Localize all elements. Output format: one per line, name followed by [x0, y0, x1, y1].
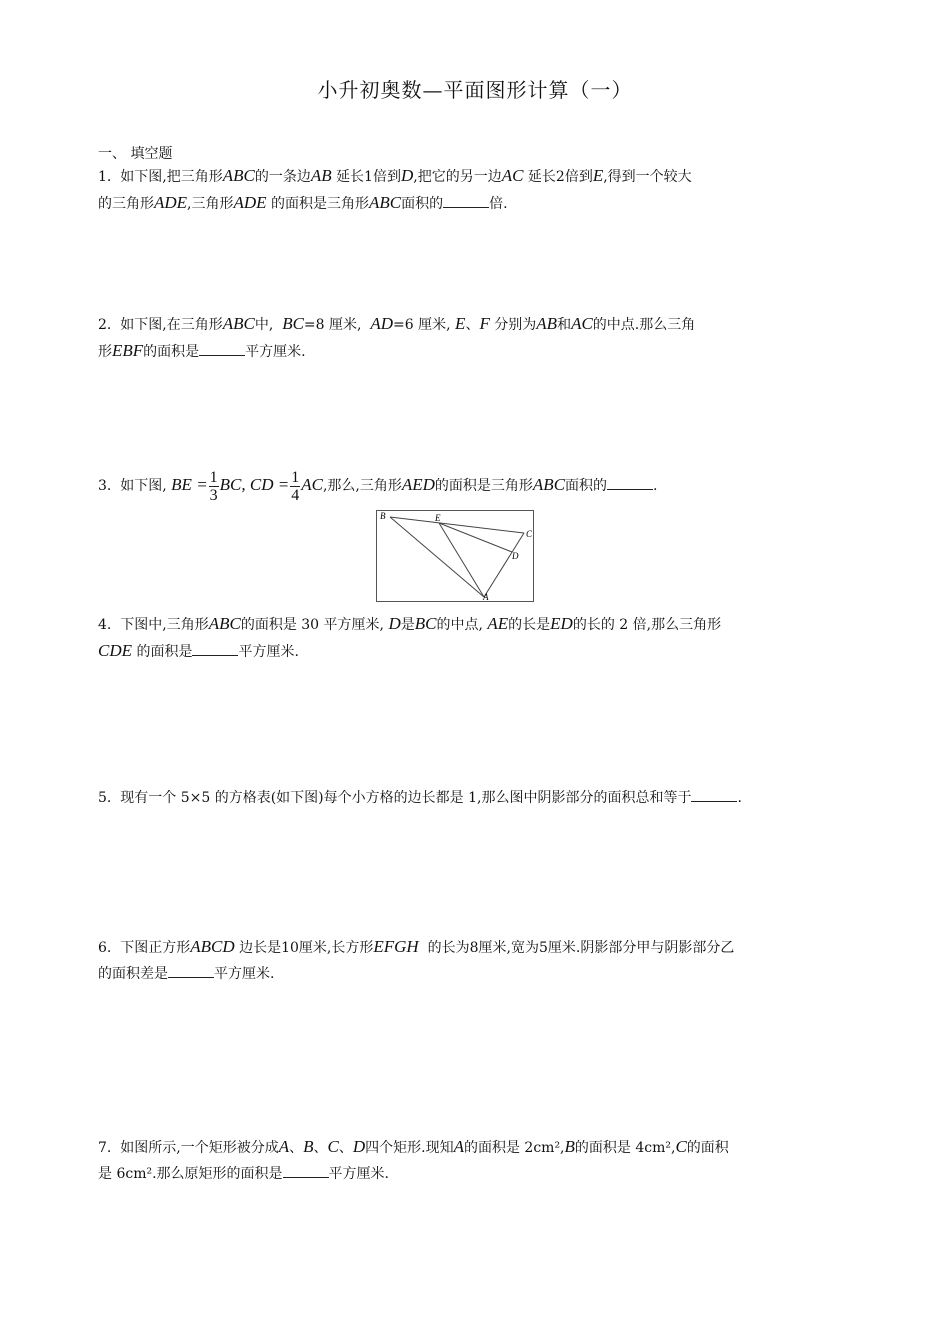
question-number: 6. [98, 940, 112, 956]
answer-blank[interactable] [443, 193, 489, 208]
question-3: 3. 如下图, BE = $\frac{1}{3}$ BC, CD = $\frac{1}{4}$ AC,那么,三角形AED的面积是三角形ABC面积的 . [98, 468, 658, 504]
question-5: 5. 现有一个 5×5 的方格表(如下图)每个小方格的边长都是 1,那么图中阴影部分的面积总和等于 . [98, 785, 858, 811]
answer-blank[interactable] [607, 475, 653, 490]
question-6: 6. 下图正方形ABCD 边长是10厘米,长方形EFGH 的长为8厘米,宽为5厘米.阴影部分甲与阴影部分乙 的面积差是 平方厘米. [98, 937, 735, 982]
page-title: 小升初奥数—平面图形计算（一） [317, 78, 633, 102]
question-2: 2. 如下图,在三角形ABC中, BC=8 厘米, AD=6 厘米, E、F 分别为AB和AC的中点.那么三角 形EBF的面积是 平方厘米. [98, 314, 696, 360]
answer-blank[interactable] [192, 641, 238, 656]
question-number: 4. [98, 617, 112, 633]
label-b: B [380, 511, 386, 521]
fraction-one-third: $\frac{1}{3}$ [209, 468, 218, 504]
question-4: 4. 下图中,三角形ABC的面积是 30 平方厘米, D是BC的中点, AE的长是ED的长的 2 倍,那么三角形 CDE 的面积是 平方厘米. [98, 614, 722, 660]
answer-blank[interactable] [283, 1163, 329, 1178]
triangle-figure [376, 510, 534, 602]
question-number: 7. [98, 1140, 112, 1156]
fraction-one-quarter: $\frac{1}{4}$ [291, 468, 300, 504]
label-a: A [483, 592, 489, 602]
answer-blank[interactable] [199, 341, 245, 356]
label-d: D [512, 551, 519, 561]
answer-blank[interactable] [168, 963, 214, 978]
question-number: 5. [98, 790, 112, 806]
label-e: E [435, 513, 441, 523]
question-number: 3. [98, 478, 112, 494]
question-1: 1. 如下图,把三角形ABC的一条边AB 延长1倍到D,把它的另一边AC 延长2倍到E,得到一个较大 的三角形ADE,三角形ADE 的面积是三角形ABC面积的 倍. [98, 166, 692, 212]
question-7: 7. 如图所示,一个矩形被分成A、B、C、D四个矩形.现知A的面积是 2cm²,B的面积是 4cm²,C的面积 是 6cm².那么原矩形的面积是 平方厘米. [98, 1137, 729, 1182]
question-number: 1. [98, 169, 112, 185]
label-c: C [526, 529, 533, 539]
answer-blank[interactable] [691, 787, 737, 802]
question-number: 2. [98, 317, 112, 333]
section-heading: 一、 填空题 [98, 146, 173, 162]
